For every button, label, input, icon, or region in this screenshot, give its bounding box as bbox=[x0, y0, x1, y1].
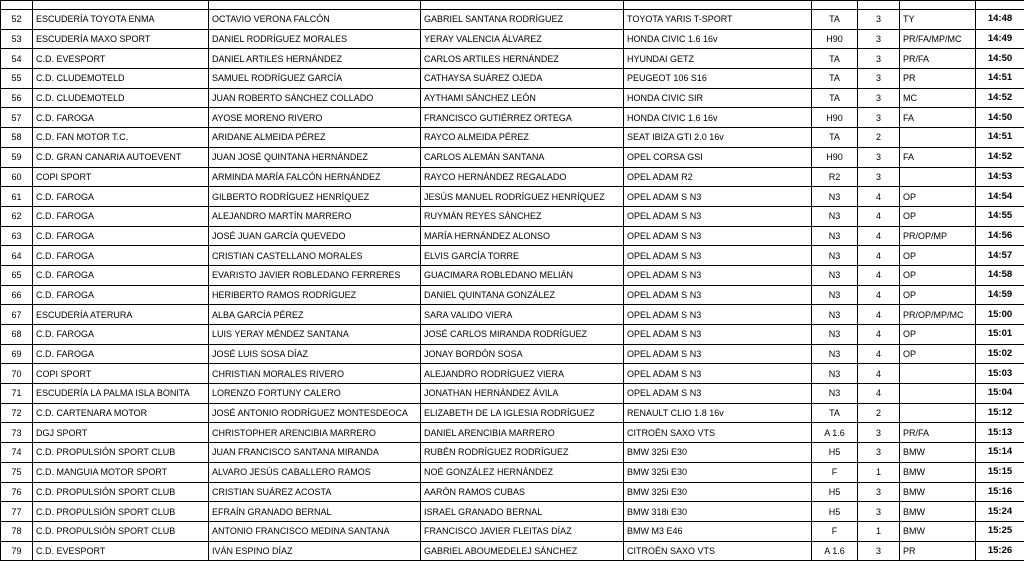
car-class: 3 bbox=[858, 147, 900, 167]
cups-cell bbox=[900, 384, 976, 404]
start-time: 14:54 bbox=[976, 187, 1024, 207]
car-group: N3 bbox=[812, 265, 858, 285]
start-time: 14:53 bbox=[976, 167, 1024, 187]
start-time: 14:50 bbox=[976, 108, 1024, 128]
car-model: CITROËN SAXO VTS bbox=[624, 541, 812, 561]
table-row bbox=[1, 521, 1024, 541]
entry-number: 61 bbox=[1, 187, 33, 207]
car-model: OPEL ADAM S N3 bbox=[624, 384, 812, 404]
car-class: 4 bbox=[858, 206, 900, 226]
car-model: OPEL ADAM S N3 bbox=[624, 325, 812, 345]
entrant-team: ESCUDERÍA MAXO SPORT bbox=[33, 29, 209, 49]
car-group: R2 bbox=[812, 167, 858, 187]
table-row bbox=[1, 128, 1024, 148]
car-model: HONDA CIVIC 1.6 16v bbox=[624, 29, 812, 49]
codriver-name: RUYMÁN REYES SÁNCHEZ bbox=[421, 206, 624, 226]
car-model: PEUGEOT 106 S16 bbox=[624, 69, 812, 89]
start-time: 15:24 bbox=[976, 502, 1024, 522]
cups-cell: OP bbox=[900, 344, 976, 364]
table-row bbox=[1, 226, 1024, 246]
codriver-name: DANIEL QUINTANA GONZÁLEZ bbox=[421, 285, 624, 305]
entrant-team: C.D. FAROGA bbox=[33, 226, 209, 246]
car-model: OPEL ADAM S N3 bbox=[624, 364, 812, 384]
entrant-team: ESCUDERÍA LA PALMA ISLA BONITA bbox=[33, 384, 209, 404]
car-group: N3 bbox=[812, 325, 858, 345]
entrant-team: C.D. CARTENARA MOTOR bbox=[33, 403, 209, 423]
car-group: TA bbox=[812, 69, 858, 89]
cups-cell bbox=[900, 128, 976, 148]
entry-number: 54 bbox=[1, 49, 33, 69]
entry-number: 67 bbox=[1, 305, 33, 325]
car-class: 3 bbox=[858, 49, 900, 69]
table-row bbox=[1, 443, 1024, 463]
codriver-name: FRANCISCO GUTIÉRREZ ORTEGA bbox=[421, 108, 624, 128]
start-time: 14:51 bbox=[976, 128, 1024, 148]
entry-number: 74 bbox=[1, 443, 33, 463]
car-group: F bbox=[812, 521, 858, 541]
entry-number: 78 bbox=[1, 521, 33, 541]
table-row bbox=[1, 69, 1024, 89]
start-time: 15:04 bbox=[976, 384, 1024, 404]
driver-name: IVÁN ESPINO DÍAZ bbox=[209, 541, 421, 561]
entry-rows bbox=[1, 1, 1024, 561]
cups-cell bbox=[900, 403, 976, 423]
car-model: OPEL ADAM S N3 bbox=[624, 206, 812, 226]
cups-cell: BMW bbox=[900, 482, 976, 502]
table-row bbox=[1, 206, 1024, 226]
entry-number: 68 bbox=[1, 325, 33, 345]
table-row bbox=[1, 364, 1024, 384]
start-time: 14:51 bbox=[976, 69, 1024, 89]
car-group: N3 bbox=[812, 285, 858, 305]
car-group: A 1.6 bbox=[812, 541, 858, 561]
car-class: 4 bbox=[858, 187, 900, 207]
car-group: N3 bbox=[812, 364, 858, 384]
entrant-team: COPI SPORT bbox=[33, 364, 209, 384]
start-time: 15:12 bbox=[976, 403, 1024, 423]
cups-cell: OP bbox=[900, 187, 976, 207]
car-class: 4 bbox=[858, 265, 900, 285]
entry-number: 75 bbox=[1, 462, 33, 482]
car-model: OPEL ADAM R2 bbox=[624, 167, 812, 187]
table-row bbox=[1, 167, 1024, 187]
entry-number: 71 bbox=[1, 384, 33, 404]
entrant-team: C.D. FAROGA bbox=[33, 325, 209, 345]
car-group: H5 bbox=[812, 482, 858, 502]
cups-cell: OP bbox=[900, 265, 976, 285]
start-time: 15:00 bbox=[976, 305, 1024, 325]
start-time: 15:13 bbox=[976, 423, 1024, 443]
entry-number: 76 bbox=[1, 482, 33, 502]
driver-name: DANIEL RODRÍGUEZ MORALES bbox=[209, 29, 421, 49]
codriver-name: ELIZABETH DE LA IGLESIA RODRÍGUEZ bbox=[421, 403, 624, 423]
table-row bbox=[1, 462, 1024, 482]
car-group: H5 bbox=[812, 443, 858, 463]
table-row bbox=[1, 49, 1024, 69]
entry-number: 69 bbox=[1, 344, 33, 364]
start-time: 14:57 bbox=[976, 246, 1024, 266]
entry-number: 58 bbox=[1, 128, 33, 148]
cups-cell bbox=[900, 167, 976, 187]
entrant-team: C.D. CLUDEMOTELD bbox=[33, 69, 209, 89]
car-class: 1 bbox=[858, 521, 900, 541]
car-model: OPEL ADAM S N3 bbox=[624, 305, 812, 325]
car-class: 3 bbox=[858, 10, 900, 30]
car-model: OPEL CORSA GSI bbox=[624, 147, 812, 167]
driver-name: CRISTIAN CASTELLANO MORALES bbox=[209, 246, 421, 266]
driver-name: DANIEL ARTILES HERNÁNDEZ bbox=[209, 49, 421, 69]
start-time: 15:02 bbox=[976, 344, 1024, 364]
car-model: OPEL ADAM S N3 bbox=[624, 265, 812, 285]
cups-cell: PR/FA bbox=[900, 423, 976, 443]
car-class: 3 bbox=[858, 69, 900, 89]
car-class: 4 bbox=[858, 305, 900, 325]
driver-name: CHRISTOPHER ARENCIBIA MARRERO bbox=[209, 423, 421, 443]
cups-cell: PR/FA/MP/MC bbox=[900, 29, 976, 49]
cups-cell: BMW bbox=[900, 443, 976, 463]
codriver-name: ELVIS GARCÍA TORRE bbox=[421, 246, 624, 266]
table-row bbox=[1, 423, 1024, 443]
entry-number: 63 bbox=[1, 226, 33, 246]
entry-number: 73 bbox=[1, 423, 33, 443]
driver-name: CHRISTIAN MORALES RIVERO bbox=[209, 364, 421, 384]
codriver-name: CATHAYSA SUÁREZ OJEDA bbox=[421, 69, 624, 89]
codriver-name: YERAY VALENCIA ÁLVAREZ bbox=[421, 29, 624, 49]
entry-number: 52 bbox=[1, 10, 33, 30]
cups-cell: TY bbox=[900, 10, 976, 30]
entrant-team: ESCUDERÍA ATERURA bbox=[33, 305, 209, 325]
entrant-team: C.D. FAROGA bbox=[33, 187, 209, 207]
start-time: 14:59 bbox=[976, 285, 1024, 305]
table-row bbox=[1, 305, 1024, 325]
cups-cell: OP bbox=[900, 285, 976, 305]
car-model: OPEL ADAM S N3 bbox=[624, 344, 812, 364]
entrant-team: DGJ SPORT bbox=[33, 423, 209, 443]
codriver-name: SARA VALIDO VIERA bbox=[421, 305, 624, 325]
entry-number: 53 bbox=[1, 29, 33, 49]
driver-name: ARIDANE ALMEIDA PÉREZ bbox=[209, 128, 421, 148]
entry-number: 66 bbox=[1, 285, 33, 305]
entry-number: 77 bbox=[1, 502, 33, 522]
start-time: 14:48 bbox=[976, 10, 1024, 30]
start-time: 15:03 bbox=[976, 364, 1024, 384]
car-class: 2 bbox=[858, 403, 900, 423]
car-model: SEAT IBIZA GTI 2.0 16v bbox=[624, 128, 812, 148]
entry-number: 57 bbox=[1, 108, 33, 128]
codriver-name: MARÍA HERNÁNDEZ ALONSO bbox=[421, 226, 624, 246]
entrant-team: C.D. FAROGA bbox=[33, 108, 209, 128]
driver-name: SAMUEL RODRÍGUEZ GARCÍA bbox=[209, 69, 421, 89]
car-group: N3 bbox=[812, 226, 858, 246]
codriver-name: GABRIEL ABOUMEDELEJ SÁNCHEZ bbox=[421, 541, 624, 561]
cups-cell: BMW bbox=[900, 502, 976, 522]
start-time: 14:56 bbox=[976, 226, 1024, 246]
codriver-name: JONAY BORDÓN SOSA bbox=[421, 344, 624, 364]
car-class: 3 bbox=[858, 502, 900, 522]
car-group: N3 bbox=[812, 206, 858, 226]
car-model: HONDA CIVIC SIR bbox=[624, 88, 812, 108]
car-group: N3 bbox=[812, 305, 858, 325]
codriver-name: RAYCO ALMEIDA PÉREZ bbox=[421, 128, 624, 148]
car-model: BMW 318i E30 bbox=[624, 502, 812, 522]
table-row bbox=[1, 10, 1024, 30]
car-group: F bbox=[812, 462, 858, 482]
car-class: 3 bbox=[858, 541, 900, 561]
codriver-name: GUACIMARA ROBLEDANO MELIÁN bbox=[421, 265, 624, 285]
car-class: 3 bbox=[858, 167, 900, 187]
start-time: 14:55 bbox=[976, 206, 1024, 226]
car-class: 1 bbox=[858, 462, 900, 482]
car-model: BMW 325i E30 bbox=[624, 462, 812, 482]
driver-name: ALBA GARCÍA PÉREZ bbox=[209, 305, 421, 325]
start-time: 15:14 bbox=[976, 443, 1024, 463]
table-row bbox=[1, 482, 1024, 502]
driver-name: EFRAÍN GRANADO BERNAL bbox=[209, 502, 421, 522]
car-class: 3 bbox=[858, 88, 900, 108]
car-group: TA bbox=[812, 403, 858, 423]
car-class: 4 bbox=[858, 246, 900, 266]
entry-number: 56 bbox=[1, 88, 33, 108]
car-class: 4 bbox=[858, 285, 900, 305]
cups-cell: PR/OP/MP bbox=[900, 226, 976, 246]
driver-name: JOSÉ JUAN GARCÍA QUEVEDO bbox=[209, 226, 421, 246]
start-time: 15:26 bbox=[976, 541, 1024, 561]
start-time: 15:25 bbox=[976, 521, 1024, 541]
car-model: OPEL ADAM S N3 bbox=[624, 187, 812, 207]
entrant-team: C.D. PROPULSIÓN SPORT CLUB bbox=[33, 502, 209, 522]
car-model: BMW 325i E30 bbox=[624, 482, 812, 502]
table-row bbox=[1, 384, 1024, 404]
cups-cell: OP bbox=[900, 325, 976, 345]
entry-number: 59 bbox=[1, 147, 33, 167]
car-class: 4 bbox=[858, 344, 900, 364]
entrant-team: C.D. FAROGA bbox=[33, 285, 209, 305]
driver-name: JOSÉ LUIS SOSA DÍAZ bbox=[209, 344, 421, 364]
codriver-name: CARLOS ARTILES HERNÁNDEZ bbox=[421, 49, 624, 69]
codriver-name: DANIEL ARENCIBIA MARRERO bbox=[421, 423, 624, 443]
entrant-team: C.D. FAROGA bbox=[33, 265, 209, 285]
entry-number: 65 bbox=[1, 265, 33, 285]
cups-cell: BMW bbox=[900, 521, 976, 541]
driver-name: ARMINDA MARÍA FALCÓN HERNÁNDEZ bbox=[209, 167, 421, 187]
table-row bbox=[1, 29, 1024, 49]
car-model: CITROËN SAXO VTS bbox=[624, 423, 812, 443]
cups-cell: OP bbox=[900, 206, 976, 226]
table-row bbox=[1, 246, 1024, 266]
entrant-team: C.D. GRAN CANARIA AUTOEVENT bbox=[33, 147, 209, 167]
start-time: 15:15 bbox=[976, 462, 1024, 482]
car-group: N3 bbox=[812, 384, 858, 404]
codriver-name: JESÚS MANUEL RODRÍGUEZ HENRÍQUEZ bbox=[421, 187, 624, 207]
entry-number: 60 bbox=[1, 167, 33, 187]
table-row bbox=[1, 88, 1024, 108]
car-class: 4 bbox=[858, 364, 900, 384]
driver-name: JUAN FRANCISCO SANTANA MIRANDA bbox=[209, 443, 421, 463]
start-time: 15:01 bbox=[976, 325, 1024, 345]
codriver-name: FRANCISCO JAVIER FLEITAS DÍAZ bbox=[421, 521, 624, 541]
codriver-name: JOSÉ CARLOS MIRANDA RODRÍGUEZ bbox=[421, 325, 624, 345]
table-row bbox=[1, 502, 1024, 522]
car-group: A 1.6 bbox=[812, 423, 858, 443]
car-class: 3 bbox=[858, 482, 900, 502]
entrant-team: C.D. FAN MOTOR T.C. bbox=[33, 128, 209, 148]
car-group: TA bbox=[812, 88, 858, 108]
entry-number: 62 bbox=[1, 206, 33, 226]
car-model: BMW M3 E46 bbox=[624, 521, 812, 541]
car-model: OPEL ADAM S N3 bbox=[624, 285, 812, 305]
table-row bbox=[1, 187, 1024, 207]
driver-name: JUAN JOSÉ QUINTANA HERNÁNDEZ bbox=[209, 147, 421, 167]
car-class: 3 bbox=[858, 423, 900, 443]
entrant-team: COPI SPORT bbox=[33, 167, 209, 187]
table-row bbox=[1, 265, 1024, 285]
cups-cell: FA bbox=[900, 147, 976, 167]
codriver-name: ALEJANDRO RODRÍGUEZ VIERA bbox=[421, 364, 624, 384]
car-class: 4 bbox=[858, 325, 900, 345]
start-time: 14:58 bbox=[976, 265, 1024, 285]
cups-cell: OP bbox=[900, 246, 976, 266]
entry-number: 64 bbox=[1, 246, 33, 266]
cups-cell: PR/OP/MP/MC bbox=[900, 305, 976, 325]
car-group: H90 bbox=[812, 29, 858, 49]
start-time: 14:50 bbox=[976, 49, 1024, 69]
codriver-name: ISRAEL GRANADO BERNAL bbox=[421, 502, 624, 522]
codriver-name: CARLOS ALEMÁN SANTANA bbox=[421, 147, 624, 167]
entrant-team: C.D. FAROGA bbox=[33, 344, 209, 364]
start-time: 14:49 bbox=[976, 29, 1024, 49]
driver-name: ALEJANDRO MARTÍN MARRERO bbox=[209, 206, 421, 226]
table-row bbox=[1, 147, 1024, 167]
car-model: BMW 325i E30 bbox=[624, 443, 812, 463]
entry-number: 55 bbox=[1, 69, 33, 89]
driver-name: LUIS YERAY MÉNDEZ SANTANA bbox=[209, 325, 421, 345]
entrant-team: C.D. EVESPORT bbox=[33, 49, 209, 69]
codriver-name: RAYCO HERNÁNDEZ REGALADO bbox=[421, 167, 624, 187]
cups-cell: BMW bbox=[900, 462, 976, 482]
car-model: HONDA CIVIC 1.6 16v bbox=[624, 108, 812, 128]
cups-cell: MC bbox=[900, 88, 976, 108]
driver-name: HERIBERTO RAMOS RODRÍGUEZ bbox=[209, 285, 421, 305]
driver-name: JUAN ROBERTO SÁNCHEZ COLLADO bbox=[209, 88, 421, 108]
car-class: 4 bbox=[858, 226, 900, 246]
entrant-team: C.D. PROPULSIÓN SPORT CLUB bbox=[33, 443, 209, 463]
driver-name: GILBERTO RODRÍGUEZ HENRÍQUEZ bbox=[209, 187, 421, 207]
entrant-team: ESCUDERÍA TOYOTA ENMA bbox=[33, 10, 209, 30]
car-class: 3 bbox=[858, 443, 900, 463]
car-class: 2 bbox=[858, 128, 900, 148]
entry-number: 79 bbox=[1, 541, 33, 561]
driver-name: ALVARO JESÚS CABALLERO RAMOS bbox=[209, 462, 421, 482]
car-group: TA bbox=[812, 49, 858, 69]
car-class: 3 bbox=[858, 29, 900, 49]
car-group: TA bbox=[812, 128, 858, 148]
car-group: H90 bbox=[812, 108, 858, 128]
car-group: N3 bbox=[812, 246, 858, 266]
driver-name: CRISTIAN SUÁREZ ACOSTA bbox=[209, 482, 421, 502]
codriver-name: RUBÉN RODRÍGUEZ RODRÍGUEZ bbox=[421, 443, 624, 463]
codriver-name: AARÓN RAMOS CUBAS bbox=[421, 482, 624, 502]
table-row bbox=[1, 285, 1024, 305]
driver-name: LORENZO FORTUNY CALERO bbox=[209, 384, 421, 404]
car-model: OPEL ADAM S N3 bbox=[624, 246, 812, 266]
cups-cell: PR/FA bbox=[900, 49, 976, 69]
car-group: H90 bbox=[812, 147, 858, 167]
codriver-name: AYTHAMI SÁNCHEZ LEÓN bbox=[421, 88, 624, 108]
table-row bbox=[1, 541, 1024, 561]
table-row bbox=[1, 108, 1024, 128]
codriver-name: GABRIEL SANTANA RODRÍGUEZ bbox=[421, 10, 624, 30]
entry-number: 72 bbox=[1, 403, 33, 423]
cups-cell: FA bbox=[900, 108, 976, 128]
cups-cell: PR bbox=[900, 69, 976, 89]
car-model: HYUNDAI GETZ bbox=[624, 49, 812, 69]
entrant-team: C.D. FAROGA bbox=[33, 246, 209, 266]
start-time: 14:52 bbox=[976, 88, 1024, 108]
table-row bbox=[1, 325, 1024, 345]
car-class: 3 bbox=[858, 108, 900, 128]
entrant-team: C.D. EVESPORT bbox=[33, 541, 209, 561]
cups-cell: PR bbox=[900, 541, 976, 561]
car-group: N3 bbox=[812, 187, 858, 207]
table-row bbox=[1, 344, 1024, 364]
entry-number: 70 bbox=[1, 364, 33, 384]
start-time: 15:16 bbox=[976, 482, 1024, 502]
entrant-team: C.D. MANGUIA MOTOR SPORT bbox=[33, 462, 209, 482]
car-group: TA bbox=[812, 10, 858, 30]
table-row-partial bbox=[1, 1, 1024, 10]
car-class: 4 bbox=[858, 384, 900, 404]
entrant-team: C.D. FAROGA bbox=[33, 206, 209, 226]
entrant-team: C.D. PROPULSIÓN SPORT CLUB bbox=[33, 482, 209, 502]
entrant-team: C.D. CLUDEMOTELD bbox=[33, 88, 209, 108]
car-model: OPEL ADAM S N3 bbox=[624, 226, 812, 246]
car-model: TOYOTA YARIS T-SPORT bbox=[624, 10, 812, 30]
driver-name: JOSÉ ANTONIO RODRÍGUEZ MONTESDEOCA bbox=[209, 403, 421, 423]
driver-name: OCTAVIO VERONA FALCÓN bbox=[209, 10, 421, 30]
car-group: H5 bbox=[812, 502, 858, 522]
driver-name: AYOSE MORENO RIVERO bbox=[209, 108, 421, 128]
car-group: N3 bbox=[812, 344, 858, 364]
driver-name: EVARISTO JAVIER ROBLEDANO FERRERES bbox=[209, 265, 421, 285]
codriver-name: NOÉ GONZÁLEZ HERNÁNDEZ bbox=[421, 462, 624, 482]
cups-cell bbox=[900, 364, 976, 384]
table-row bbox=[1, 403, 1024, 423]
driver-name: ANTONIO FRANCISCO MEDINA SANTANA bbox=[209, 521, 421, 541]
codriver-name: JONATHAN HERNÁNDEZ ÁVILA bbox=[421, 384, 624, 404]
car-model: RENAULT CLIO 1.8 16v bbox=[624, 403, 812, 423]
start-time: 14:52 bbox=[976, 147, 1024, 167]
entrant-team: C.D. PROPULSIÓN SPORT CLUB bbox=[33, 521, 209, 541]
